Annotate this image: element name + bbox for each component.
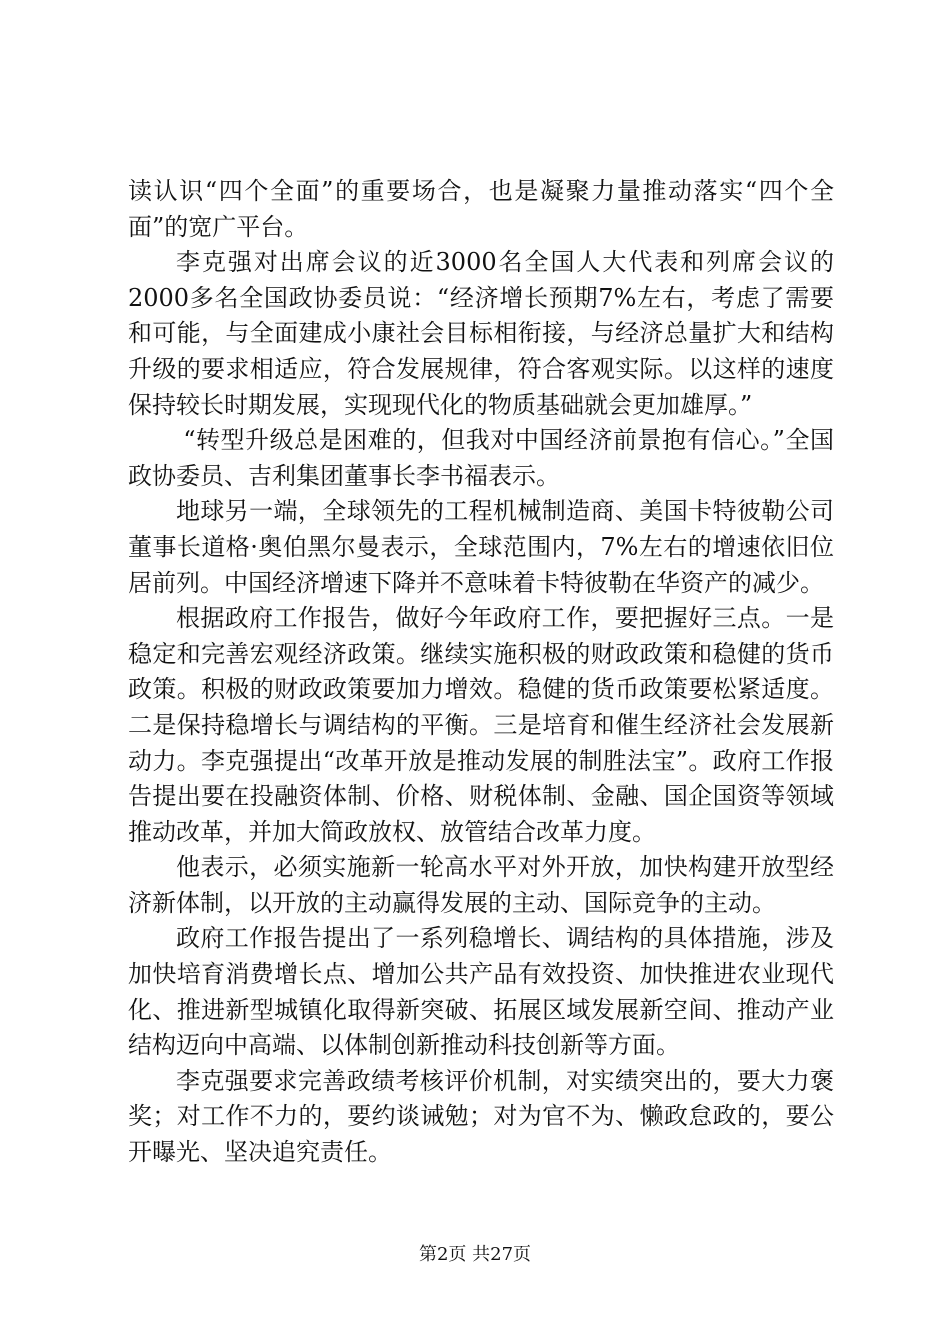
paragraph-6: 他表示，必须实施新一轮高水平对外开放，加快构建开放型经济新体制，以开放的主动赢得发展的主动、国际竞争的主动。	[128, 853, 834, 917]
paragraph-2: 李克强对出席会议的近3000名全国人大代表和列席会议的2000多名全国政协委员说：“经济增长预期7%左右，考虑了需要和可能，与全面建成小康社会目标相衔接，与经济总量扩大和结构升级的要求相适应，符合发展规律，符合客观实际。以这样的速度保持较长时期发展，实现现代化的物质基础就会更加雄厚。”	[128, 248, 834, 419]
paragraph-8: 李克强要求完善政绩考核评价机制，对实绩突出的，要大力褒奖；对工作不力的，要约谈诫勉；对为官不为、懒政怠政的，要公开曝光、坚决追究责任。	[128, 1066, 834, 1167]
paragraph-1: 读认识“四个全面”的重要场合，也是凝聚力量推动落实“四个全面”的宽广平台。	[128, 177, 834, 241]
paragraph-3: “转型升级总是困难的，但我对中国经济前景抱有信心。”全国政协委员、吉利集团董事长李书福表示。	[128, 426, 834, 490]
body-text	[128, 174, 834, 1171]
paragraph-7: 政府工作报告提出了一系列稳增长、调结构的具体措施，涉及加快培育消费增长点、增加公共产品有效投资、加快推进农业现代化、推进新型城镇化取得新突破、拓展区域发展新空间、推动产业结构迈向中高端、以体制创新推动科技创新等方面。	[128, 924, 834, 1060]
paragraph-4: 地球另一端，全球领先的工程机械制造商、美国卡特彼勒公司董事长道格·奥伯黑尔曼表示，全球范围内，7%左右的增速依旧位居前列。中国经济增速下降并不意味着卡特彼勒在华资产的减少。	[128, 497, 834, 597]
page-footer: 第2页 共27页	[418, 1244, 532, 1265]
paragraph-5: 根据政府工作报告，做好今年政府工作，要把握好三点。一是稳定和完善宏观经济政策。继续实施积极的财政政策和稳健的货币政策。积极的财政政策要加力增效。稳健的货币政策要松紧适度。二是保持稳增长与调结构的平衡。三是培育和催生经济社会发展新动力。李克强提出“改革开放是推动发展的制胜法宝”。政府工作报告提出要在投融资体制、价格、财税体制、金融、国企国资等领域推动改革，并加大简政放权、放管结合改革力度。	[128, 604, 834, 846]
